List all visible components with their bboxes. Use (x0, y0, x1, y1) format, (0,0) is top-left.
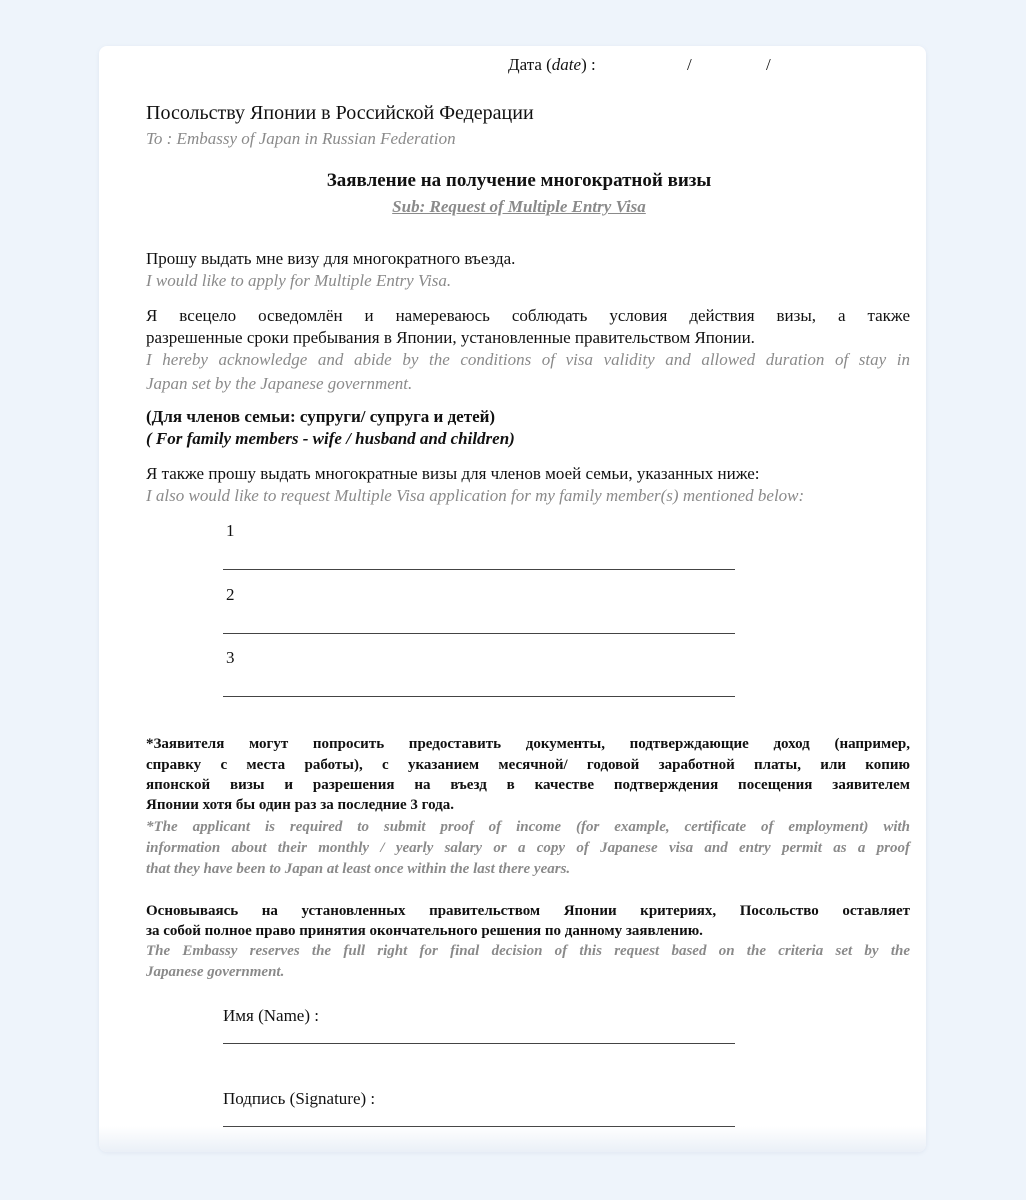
family-member-1-line[interactable] (223, 569, 735, 570)
income-note-ru-line: *Заявителя могут попросить предоставить документы, подтверждающие доход (например, (146, 736, 910, 752)
family-heading-en: ( For family members - wife / husband and children) (146, 429, 515, 448)
family-member-3-line[interactable] (223, 696, 735, 697)
document-title: Заявление на получение многократной визы (326, 170, 712, 191)
income-note-en-line: that they have been to Japan at least once within the last there years. (146, 861, 571, 877)
embassy-note-en-line: The Embassy reserves the full right for final decision of this request based on the criteria set by the (146, 943, 910, 959)
request-text-en: I would like to apply for Multiple Entry Visa. (146, 271, 452, 290)
name-label: Имя (Name) : (223, 1006, 319, 1025)
acknowledgement-ru-line: Я всецело осведомлён и намереваюсь соблюдать условия действия визы, а также (146, 306, 910, 325)
embassy-note-en-line: Japanese government. (146, 964, 285, 980)
acknowledgement-ru-line: разрешенные сроки пребывания в Японии, установленные правительством Японии. (146, 328, 755, 347)
date-label-en: date (551, 55, 582, 74)
embassy-note-ru-line: Основываясь на установленных правительством Японии критериях, Посольство оставляет (146, 903, 910, 919)
embassy-note-ru-line: за собой полное право принятия окончательного решения по данному заявлению. (146, 923, 703, 939)
income-note-ru-line: японской визы и разрешения на въезд в качестве подтверждения посещения заявителем (146, 777, 910, 793)
income-note-en-line: *The applicant is required to submit proof of income (for example, certificate of employment) with (146, 819, 910, 835)
family-member-number: 2 (226, 585, 235, 604)
date-label-end: ) : (581, 55, 596, 74)
name-field-line[interactable] (223, 1043, 735, 1044)
recipient-ru: Посольству Японии в Российской Федерации (146, 102, 534, 124)
family-heading-ru: (Для членов семьи: супруги/ супруга и детей) (146, 407, 496, 426)
family-member-number: 1 (226, 521, 235, 540)
date-label-ru: Дата ( (508, 55, 552, 74)
income-note-ru-line: Японии хотя бы один раз за последние 3 года. (146, 797, 455, 813)
signature-label: Подпись (Signature) : (223, 1089, 376, 1108)
date-separator: / (687, 55, 692, 74)
income-note-ru-line: справку с места работы), с указанием месячной/ годовой заработной платы, или копию (146, 757, 910, 773)
acknowledgement-en-line: I hereby acknowledge and abide by the conditions of visa validity and allowed duration of stay in (146, 350, 910, 369)
family-request-ru: Я также прошу выдать многократные визы для членов моей семьи, указанных ниже: (146, 464, 760, 483)
recipient-en: To : Embassy of Japan in Russian Federation (146, 129, 456, 148)
family-member-number: 3 (226, 648, 235, 667)
document-subject: Sub: Request of Multiple Entry Visa (392, 197, 646, 216)
income-note-en-line: information about their monthly / yearly salary or a copy of Japanese visa and entry permit as a proof (146, 840, 910, 856)
visa-request-form (99, 46, 926, 1152)
date-separator: / (766, 55, 771, 74)
request-text-ru: Прошу выдать мне визу для многократного въезда. (146, 249, 516, 268)
date-label (508, 55, 596, 75)
family-member-2-line[interactable] (223, 633, 735, 634)
family-request-en: I also would like to request Multiple Visa application for my family member(s) mentioned below: (146, 486, 805, 505)
acknowledgement-en-line: Japan set by the Japanese government. (146, 374, 413, 393)
page-bottom-fade (99, 1126, 926, 1152)
